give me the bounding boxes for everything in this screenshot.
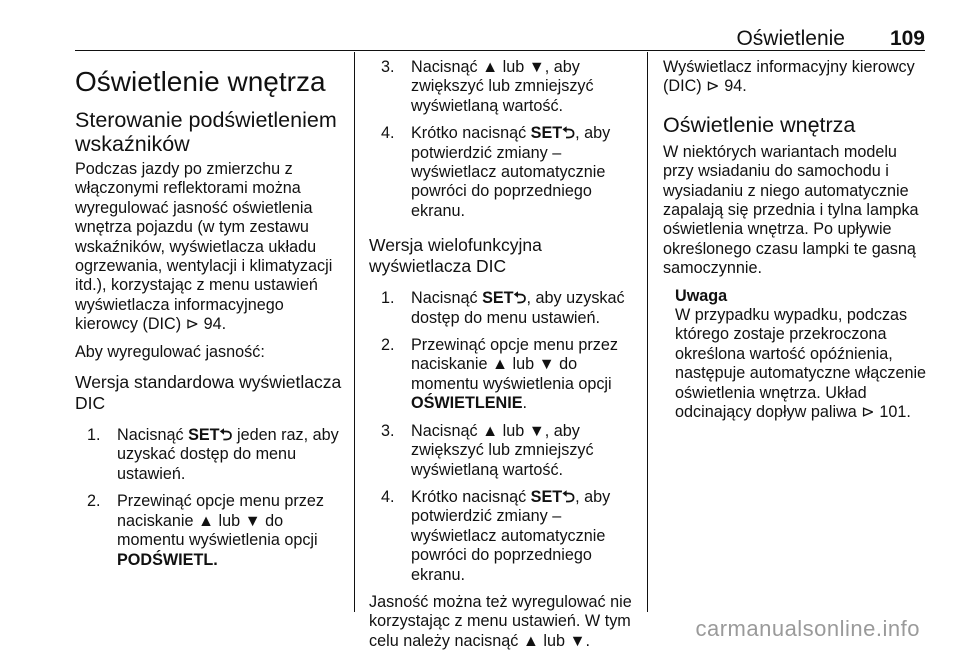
note-title: Uwaga bbox=[675, 286, 728, 305]
watermark: carmanualsonline.info bbox=[695, 616, 920, 641]
list-number: 4. bbox=[381, 487, 395, 506]
page-number: 109 bbox=[889, 27, 925, 50]
menu-option-label: PODŚWIETL. bbox=[117, 550, 218, 569]
list-item: 2. Przewinąć opcje menu przez naciskanie ▲ lub ▼ do momentu wyświetlenia opcji OŚWIETLENIE. bbox=[381, 336, 618, 413]
list-number: 1. bbox=[381, 289, 395, 308]
list-number: 4. bbox=[381, 124, 395, 143]
paragraph-courtesy-lights: W niektórych wariantach modelu przy wsiadaniu do samochodu i wysiadaniu z niego automatycznie zapalają się przednia i tylna lampka oświetlenia wnętrza. Po upływie określonego czasu lampki te gasną samoczynnie. bbox=[663, 142, 919, 278]
list-item: 4. Krótko nacisnąć SET⮌, aby potwierdzić zmiany – wyświetlacz automatycznie powróci do poprzedniego ekranu. bbox=[381, 487, 611, 584]
column-3 bbox=[663, 58, 931, 423]
list-item: 1. Nacisnąć SET⮌ jeden raz, aby uzyskać dostęp do menu ustawień. bbox=[87, 426, 339, 483]
main-heading: Oświetlenie wnętrza bbox=[75, 66, 326, 97]
paragraph-intro: Podczas jazdy po zmierzchu z włączonymi reflektorami można wyregulować jasność oświetlenia wnętrza pojazdu (w tym zestawu wskaźników, wyświetlacza układu ogrzewania, wentylacji i klimatyzacji itd.), korzystając z menu ustawień wyświetlacza informacyjnego kierowcy (DIC) ⊳ 94. bbox=[75, 160, 333, 334]
subheading-standard-dic: Wersja standardowa wyświetlacza DIC bbox=[75, 372, 342, 414]
list-item: 2. Przewinąć opcje menu przez naciskanie ▲ lub ▼ do momentu wyświetlenia opcji PODŚWIETL. bbox=[87, 492, 324, 569]
header-rule bbox=[75, 50, 925, 51]
column-2 bbox=[369, 58, 644, 659]
set-key-label: SET⮌ bbox=[188, 426, 233, 445]
subheading-interior-lighting: Oświetlenie wnętrza bbox=[663, 112, 856, 137]
list-number: 2. bbox=[87, 492, 101, 511]
menu-option-label: OŚWIETLENIE bbox=[411, 394, 523, 413]
note-text: W przypadku wypadku, podczas którego zostaje przekroczona określona wartość opóźnienia, następuje automatyczne włączenie oświetlenia wnętrza. Układ odcinający dopływ paliwa ⊳ 101. bbox=[675, 306, 927, 422]
list-item: 4. Krótko nacisnąć SET⮌, aby potwierdzić zmiany – wyświetlacz automatycznie powróci do poprzedniego ekranu. bbox=[381, 124, 611, 220]
set-key-label: SET⮌ bbox=[530, 487, 576, 506]
column-1 bbox=[75, 58, 345, 578]
list-number: 2. bbox=[381, 336, 395, 355]
set-key-label: SET⮌ bbox=[482, 289, 527, 308]
paragraph-dic-ref: Wyświetlacz informacyjny kierowcy (DIC) ⊳ 94. bbox=[663, 58, 915, 96]
list-number: 1. bbox=[87, 426, 101, 445]
list-item: 3. Nacisnąć ▲ lub ▼, aby zwiększyć lub zmniejszyć wyświetlaną wartość. bbox=[381, 58, 594, 115]
list-item: 3. Nacisnąć ▲ lub ▼, aby zwiększyć lub zmniejszyć wyświetlaną wartość. bbox=[381, 421, 594, 479]
list-number: 3. bbox=[381, 58, 395, 76]
section-title: Oświetlenie bbox=[736, 27, 845, 50]
note-box bbox=[675, 287, 931, 423]
column-divider-2 bbox=[647, 52, 648, 612]
list-item: 1. Nacisnąć SET⮌, aby uzyskać dostęp do menu ustawień. bbox=[381, 289, 625, 327]
paragraph-alt-adjust: Jasność można też wyregulować nie korzystając z menu ustawień. W tym celu należy nacisnąć ▲ lub ▼. bbox=[369, 592, 632, 650]
column-divider-1 bbox=[354, 52, 355, 612]
subheading-backlight: Sterowanie podświetleniem wskaźników bbox=[75, 108, 337, 156]
set-key-label: SET⮌ bbox=[530, 124, 576, 143]
subheading-multifunction-dic: Wersja wielofunkcyjna wyświetlacza DIC bbox=[369, 235, 542, 277]
list-number: 3. bbox=[381, 421, 395, 440]
paragraph-adjust: Aby wyregulować jasność: bbox=[75, 342, 265, 361]
page-header bbox=[75, 27, 925, 49]
